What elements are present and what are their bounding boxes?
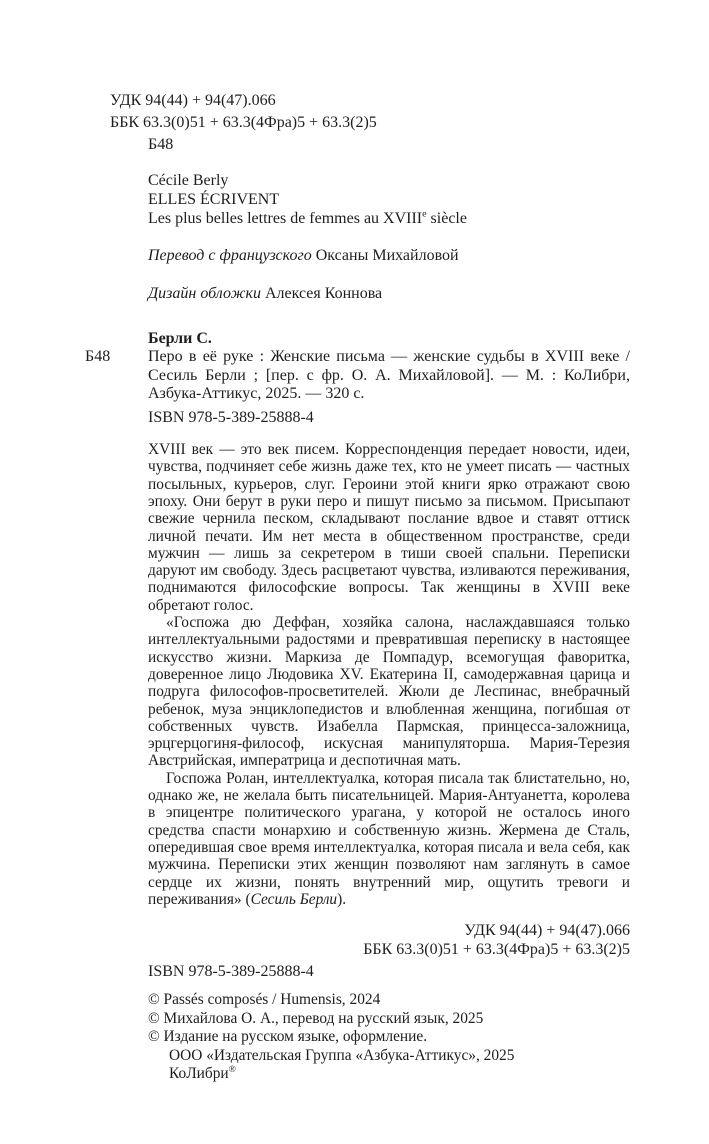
copyright-line-edition: © Издание на русском языке, оформление.: [148, 1028, 428, 1046]
copyright-block: [148, 991, 630, 1084]
annotation-credit: [245, 891, 346, 908]
original-subtitle-text: Les plus belles lettres de femmes au XVIII: [148, 210, 423, 227]
annotation-credit-open-paren: (: [245, 890, 251, 908]
bbk-code-bottom: ББК 63.3(0)51 + 63.3(4Фра)5 + 63.3(2)5: [363, 941, 630, 959]
isbn-top: ISBN 978-5-389-25888-4: [148, 409, 314, 427]
catalog-card-sign: Б48: [85, 348, 111, 365]
cover-design-credit-name: Алексея Коннова: [264, 285, 383, 302]
copyright-line-publisher: ООО «Издательская Группа «Азбука-Аттикус», 2025: [169, 1046, 515, 1064]
udk-code-bottom: УДК 94(44) + 94(47).066: [464, 922, 630, 940]
translation-credit: [148, 246, 630, 265]
catalog-card-entry: [85, 348, 630, 404]
original-subtitle: [148, 209, 630, 228]
registered-trademark-icon: ®: [228, 1064, 236, 1075]
cover-design-credit: [148, 284, 630, 303]
catalog-card: [85, 329, 630, 404]
original-author: Cécile Berly: [148, 172, 229, 189]
annotation-paragraph-3: [148, 770, 630, 908]
annotation-credit-name: Сесиль Берли: [250, 890, 338, 908]
catalog-card-author: Берли С.: [148, 330, 212, 347]
copyright-line-translation: © Михайлова О. А., перевод на русский язык, 2025: [148, 1009, 484, 1027]
translation-credit-label: Перевод с французского: [148, 247, 312, 264]
annotation-credit-close-paren: ).: [337, 890, 347, 908]
catalog-card-description: Перо в её руке : Женские письма — женские судьбы в XVIII веке / Сесиль Берли ; [пер. с фр. О. А. Михайловой]. — М. : КоЛибри, Азбука-Аттикус, 2025. — 320 с.: [148, 348, 630, 403]
original-subtitle-tail: siècle: [426, 210, 467, 227]
bottom-classification-block: [110, 921, 630, 959]
top-classification-block: [110, 90, 630, 156]
udk-code-top: УДК 94(44) + 94(47).066: [110, 92, 276, 109]
bbk-code-top: ББК 63.3(0)51 + 63.3(4Фра)5 + 63.3(2)5: [110, 114, 377, 131]
copyright-line-original: © Passés composés / Humensis, 2024: [148, 991, 381, 1009]
original-title: ELLES ÉCRIVENT: [148, 191, 280, 208]
original-subtitle-superscript: e: [422, 208, 427, 220]
annotation-paragraph-1: XVIII век — это век писем. Корреспонденция передает новости, идеи, чувства, подчиняет себе жизнь даже тех, кто не умеет писать — частных посыльных, курьеров, слуг. Героини этой книги ярко отражают свою эпоху. Они берут в руки перо и пишут письмо за письмом. Присыпают свежие чернила песком, складывают послание вдвое и ставят оттиск личной печати. Им нет места в общественном пространстве, среди мужчин — лишь за секретером в тиши своей спальни. Переписки даруют им свободу. Здесь расцветают чувства, изливаются переживания, поднимаются философские вопросы. Так женщины в XVIII веке обретают голос.: [148, 441, 630, 614]
annotation-paragraph-2: «Госпожа дю Деффан, хозяйка салона, наслаждавшаяся только интеллектуальными радостями и превратившая переписку в настоящее искусство жизни. Маркиза де Помпадур, всемогущая фаворитка, доверенное лицо Людовика XV. Екатерина II, самодержавная царица и подруга философов-просветителей. Жюли де Леспинас, внебрачный ребенок, муза энциклопедистов и влюбленная женщина, погибшая от собственных чувств. Изабелла Пармская, принцесса-заложница, эрцгерцогиня-философ, искусная манипуляторша. Мария-Терезия Австрийская, императрица и деспотичная мать.: [148, 614, 630, 770]
translation-credit-name: Оксаны Михайловой: [315, 247, 459, 264]
annotation-block: [148, 441, 630, 908]
author-sign-top: Б48: [148, 136, 174, 153]
cover-design-credit-label: Дизайн обложки: [148, 285, 261, 302]
copyright-line-imprint: [148, 1065, 630, 1084]
annotation-paragraph-3-text: Госпожа Ролан, интеллектуалка, которая писала так блистательно, но, однако же, не желала быть писательницей. Мария-Антуанетта, королева в эпицентре политического урагана, у которой не осталось иного средства спасти монархию и собственную жизнь. Жермена де Сталь, опередившая свое время интеллектуалка, которая писала и вела себя, как мужчина. Переписки этих женщин позволяют нам заглянуть в самое сердце их жизни, понять внутренний мир, ощутить тревоги и переживания»: [148, 769, 630, 908]
imprint-name: КоЛибри: [169, 1065, 229, 1083]
isbn-bottom: ISBN 978-5-389-25888-4: [148, 963, 314, 981]
original-edition-block: [148, 171, 630, 228]
